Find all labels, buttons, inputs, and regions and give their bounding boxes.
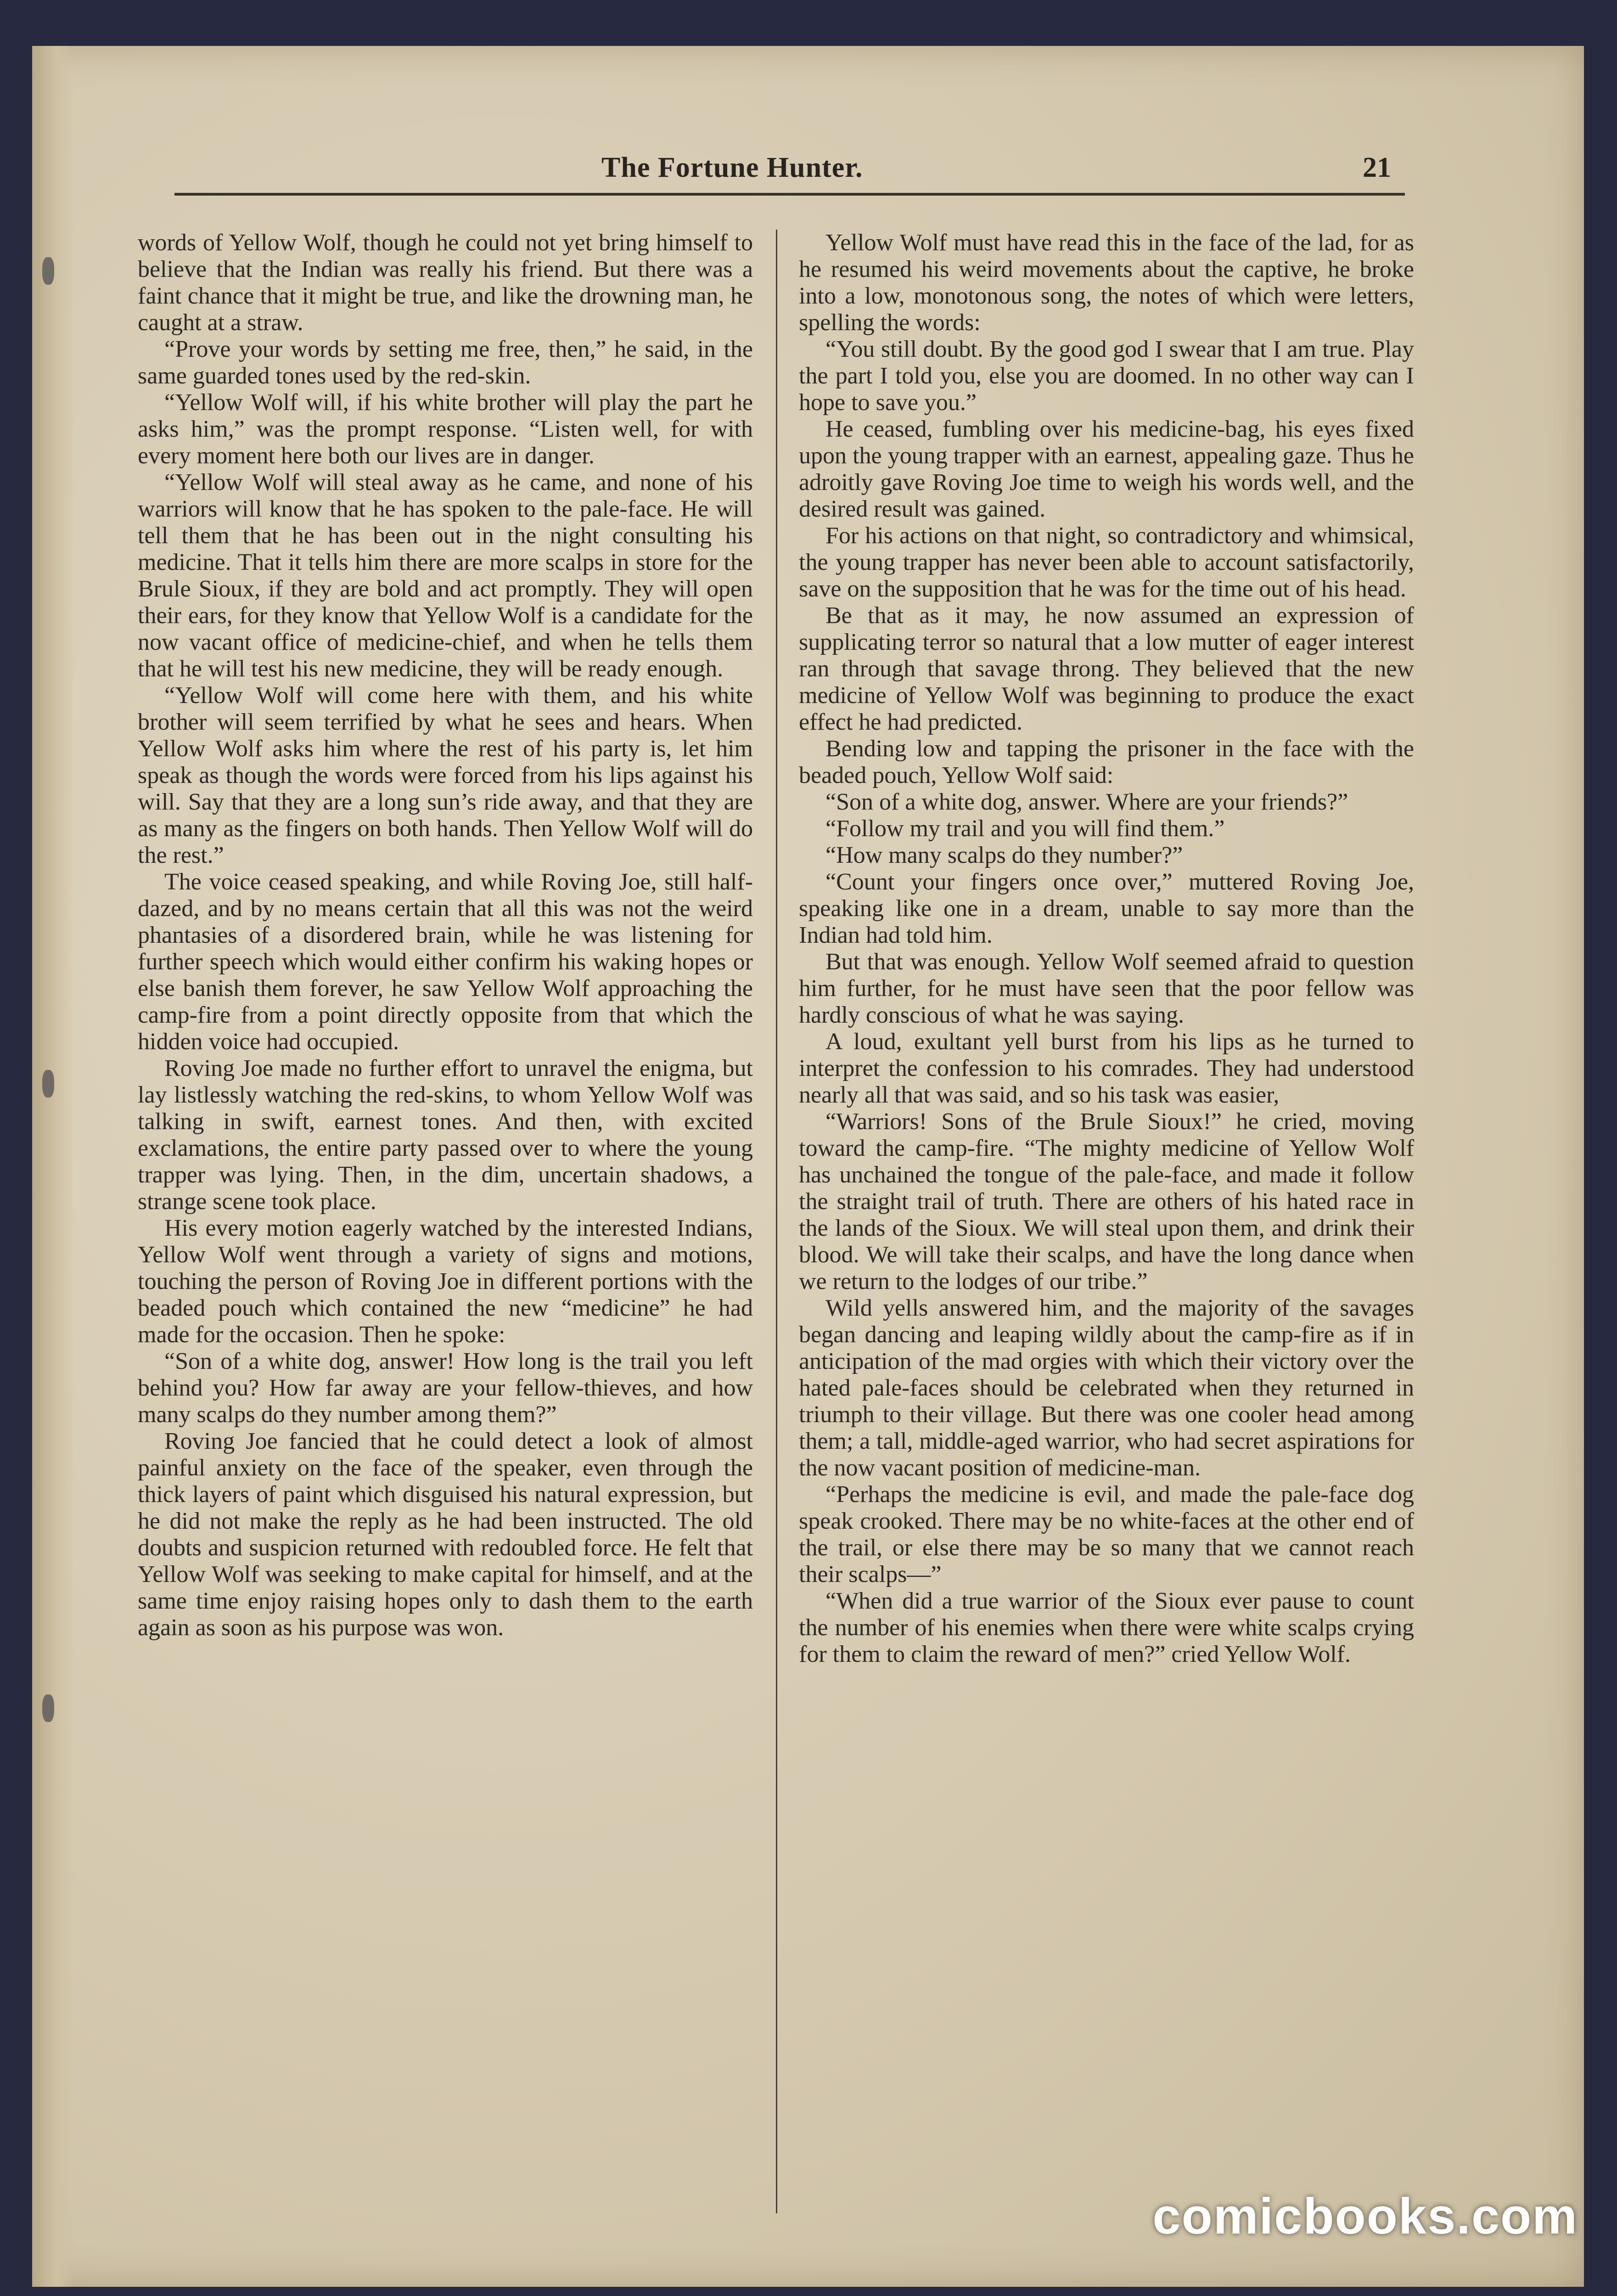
paragraph: “Count your fingers once over,” muttered Roving Joe, speaking like one in a dream, unable to say more than the Indian had told him. <box>799 869 1414 948</box>
paragraph: Roving Joe made no further effort to unravel the enigma, but lay listlessly watching the red-skins, to whom Yellow Wolf was talking in swift, earnest tones. And then, with excited exclamations, the entire party passed over to where the young trapper was lying. Then, in the dim, uncertain shadows, a strange scene took place. <box>138 1055 753 1215</box>
paragraph: “Prove your words by setting me free, then,” he said, in the same guarded tones used by the red-skin. <box>138 336 753 389</box>
paragraph: Wild yells answered him, and the majority of the savages began dancing and leaping wildly about the camp-fire as if in anticipation of the mad orgies with which their victory over the hated pale-faces should be celebrated when they returned in triumph to their village. But there was one cooler head among them; a tall, middle-aged warrior, who had secret aspirations for the now vacant position of medicine-man. <box>799 1295 1414 1481</box>
paragraph: “Warriors! Sons of the Brule Sioux!” he cried, moving toward the camp-fire. “The mighty medicine of Yellow Wolf has unchained the tongue of the pale-face, and made it follow the straight trail of truth. There are others of his hated race in the lands of the Sioux. We will steal upon them, and drink their blood. We will take their scalps, and have the long dance when we return to the lodges of our tribe.” <box>799 1109 1414 1294</box>
site-watermark: comicbooks.com <box>1152 2188 1578 2245</box>
paragraph: “You still doubt. By the good god I swear that I am true. Play the part I told you, else you are doomed. In no other way can I hope to save you.” <box>799 336 1414 416</box>
column-divider <box>776 230 777 2213</box>
paragraph: The voice ceased speaking, and while Roving Joe, still half-dazed, and by no means certain that all this was not the weird phantasies of a disordered brain, while he was listening for further speech which would either confirm his waking hopes or else banish them forever, he saw Yellow Wolf approaching the camp-fire from a point directly opposite from that which the hidden voice had occupied. <box>138 869 753 1055</box>
paragraph: He ceased, fumbling over his medicine-bag, his eyes fixed upon the young trapper with an earnest, appealing gaze. Thus he adroitly gave Roving Joe time to weigh his words well, and the desired result was gained. <box>799 416 1414 522</box>
paragraph: “Son of a white dog, answer. Where are your friends?” <box>825 789 1348 815</box>
paragraph: “How many scalps do they number?” <box>825 842 1183 868</box>
paragraph: words of Yellow Wolf, though he could not yet bring himself to believe that the Indian was really his friend. But there was a faint chance that it might be true, and like the drowning man, he caught at a straw. <box>138 230 753 336</box>
paragraph: “Follow my trail and you will find them.” <box>825 816 1225 842</box>
paragraph: “When did a true warrior of the Sioux ever pause to count the number of his enemies when there were white scalps crying for them to claim the reward of men?” cried Yellow Wolf. <box>799 1588 1414 1667</box>
binding-stitch <box>42 1070 54 1097</box>
right-column <box>799 230 1414 1668</box>
paragraph: A loud, exultant yell burst from his lips as he turned to interpret the confession to his comrades. They had understood nearly all that was said, and so his task was easier, <box>799 1029 1414 1108</box>
paragraph: His every motion eagerly watched by the interested Indians, Yellow Wolf went through a variety of signs and motions, touching the person of Roving Joe in different portions with the beaded pouch which contained the new “medicine” he had made for the occasion. Then he spoke: <box>138 1215 753 1348</box>
paragraph: Bending low and tapping the prisoner in the face with the beaded pouch, Yellow Wolf said: <box>799 736 1414 788</box>
paragraph: For his actions on that night, so contradictory and whimsical, the young trapper has never been able to account satisfactorily, save on the supposition that he was for the time out of his head. <box>799 523 1414 602</box>
paragraph: Yellow Wolf must have read this in the face of the lad, for as he resumed his weird movements about the captive, he broke into a low, monotonous song, the notes of which were letters, spelling the words: <box>799 230 1414 336</box>
running-title: The Fortune Hunter. <box>601 152 863 183</box>
paragraph: “Yellow Wolf will come here with them, and his white brother will seem terrified by what he sees and hears. When Yellow Wolf asks him where the rest of his party is, let him speak as though the words were forced from his lips against his will. Say that they are a long sun’s ride away, and that they are as many as the fingers on both hands. Then Yellow Wolf will do the rest.” <box>138 682 753 868</box>
paragraph: “Perhaps the medicine is evil, and made the pale-face dog speak crooked. There may be no white-faces at the other end of the trail, or else there may be so many that we cannot reach their scalps—” <box>799 1481 1414 1587</box>
left-column <box>138 230 753 1641</box>
page-binding <box>32 46 73 2287</box>
page-number: 21 <box>1363 152 1391 183</box>
header-rule <box>174 193 1405 196</box>
paragraph: But that was enough. Yellow Wolf seemed afraid to question him further, for he must have seen that the poor fellow was hardly conscious of what he was saying. <box>799 949 1414 1028</box>
paragraph: Be that as it may, he now assumed an expression of supplicating terror so natural that a low mutter of eager interest ran through that savage throng. They believed that the new medicine of Yellow Wolf was beginning to produce the exact effect he had predicted. <box>799 602 1414 735</box>
paragraph: “Yellow Wolf will steal away as he came, and none of his warriors will know that he has spoken to the pale-face. He will tell them that he has been out in the night consulting his medicine. That it tells him there are more scalps in store for the Brule Sioux, if they are bold and act promptly. They will open their ears, for they know that Yellow Wolf is a candidate for the now vacant office of medicine-chief, and when he tells them that he will test his new medicine, they will be ready enough. <box>138 469 753 682</box>
paragraph: Roving Joe fancied that he could detect a look of almost painful anxiety on the face of the speaker, even through the thick layers of paint which disguised his natural expression, but he did not make the reply as he had been instructed. The old doubts and suspicion returned with redoubled force. He felt that Yellow Wolf was seeking to make capital for himself, and at the same time enjoy raising hopes only to dash them to the earth again as soon as his purpose was won. <box>138 1428 753 1641</box>
paragraph: “Yellow Wolf will, if his white brother will play the part he asks him,” was the prompt response. “Listen well, for with every moment here both our lives are in danger. <box>138 389 753 469</box>
paragraph: “Son of a white dog, answer! How long is the trail you left behind you? How far away are your fellow-thieves, and how many scalps do they number among them?” <box>138 1348 753 1428</box>
binding-stitch <box>42 257 54 285</box>
binding-stitch <box>42 1694 54 1722</box>
